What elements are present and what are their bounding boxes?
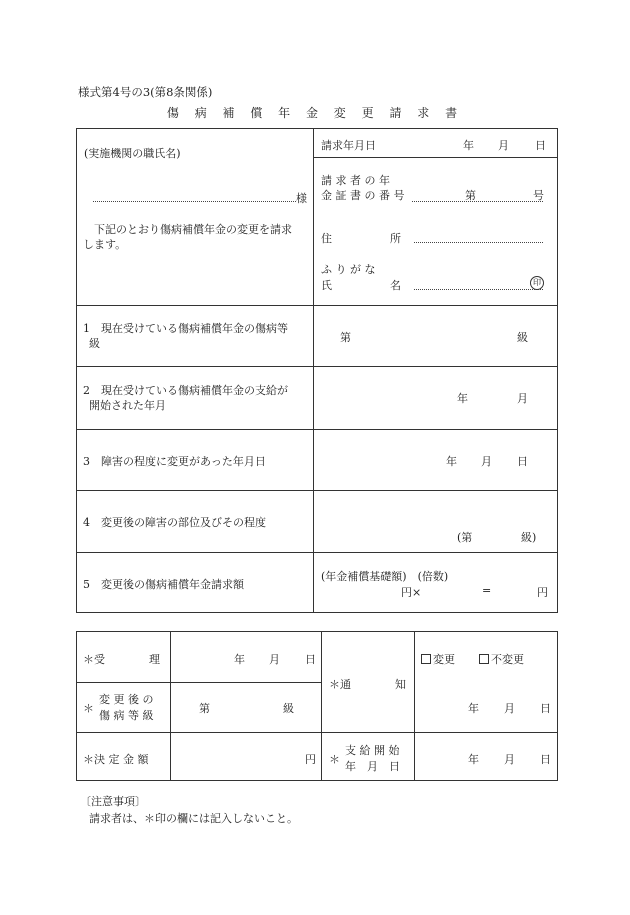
notes-text: 請求者は、＊印の欄には記入しないこと。 (89, 812, 298, 825)
sama-suffix: 様 (296, 192, 307, 205)
office-row-line (76, 732, 558, 733)
received-day[interactable]: 日 (305, 653, 316, 666)
start-label: 支 給 開 始 (345, 744, 400, 757)
row5-yen-times[interactable]: 円× (401, 586, 422, 599)
received-label: ＊受 理 (83, 653, 160, 666)
row-divider (76, 490, 558, 491)
name-field[interactable] (414, 289, 543, 290)
request-date-day[interactable]: 日 (535, 139, 546, 152)
row-divider (76, 552, 558, 553)
row1-dai[interactable]: 第 (340, 331, 351, 344)
request-date-year[interactable]: 年 (463, 139, 474, 152)
start-star: ＊ (329, 753, 340, 766)
changed-option[interactable]: 変更 (421, 651, 455, 667)
row1-label-2: 級 (89, 337, 100, 350)
start-year[interactable]: 年 (468, 753, 479, 766)
request-statement-end: します。 (83, 238, 127, 251)
form-title: 傷 病 補 償 年 金 変 更 請 求 書 (166, 106, 464, 120)
seal-mark: 印 (530, 276, 544, 290)
cert-number-dai: 第 (465, 189, 476, 202)
notes-heading: 〔注意事項〕 (80, 795, 146, 808)
row5-label: 5 変更後の傷病補償年金請求額 (83, 578, 244, 591)
row1-label: 1 現在受けている傷病補償年金の傷病等 (83, 322, 288, 335)
request-date-label: 請求年月日 (321, 139, 376, 152)
notice-month[interactable]: 月 (504, 702, 515, 715)
institution-name-line[interactable] (93, 201, 296, 202)
row5-equals: = (482, 584, 492, 597)
office-row-line (76, 682, 321, 683)
start-day[interactable]: 日 (540, 753, 551, 766)
grade-label-2: 傷 病 等 級 (99, 709, 154, 722)
row3-day[interactable]: 日 (517, 455, 528, 468)
received-year[interactable]: 年 (234, 653, 245, 666)
received-month[interactable]: 月 (269, 653, 280, 666)
name-label-2: 名 (390, 279, 401, 292)
changed-checkbox[interactable] (421, 654, 431, 664)
cert-number-label: 請 求 者 の 年 (321, 174, 390, 187)
row4-dai[interactable]: (第 (457, 531, 473, 544)
grade-dai[interactable]: 第 (199, 702, 210, 715)
request-date-month[interactable]: 月 (498, 139, 509, 152)
row5-yen[interactable]: 円 (537, 586, 548, 599)
row4-label: 4 変更後の障害の部位及びその程度 (83, 516, 266, 529)
request-date-divider (313, 157, 558, 158)
cert-number-go: 号 (533, 189, 544, 202)
row1-kyu[interactable]: 級 (517, 331, 528, 344)
main-table-divider (313, 128, 314, 613)
row2-month[interactable]: 月 (517, 392, 528, 405)
amount-yen[interactable]: 円 (305, 753, 316, 766)
institution-label: (実施機関の職氏名) (84, 147, 181, 160)
cert-number-label-2: 金 証 書 の 番 号 (321, 189, 405, 202)
not-changed-option[interactable]: 不変更 (479, 651, 524, 667)
address-field[interactable] (414, 242, 543, 243)
grade-label: 変 更 後 の (99, 693, 154, 706)
row-divider (76, 305, 558, 306)
office-col-line (170, 631, 171, 781)
row-divider (76, 366, 558, 367)
row3-year[interactable]: 年 (446, 455, 457, 468)
notice-year[interactable]: 年 (468, 702, 479, 715)
office-col-line (321, 631, 322, 781)
row3-label: 3 障害の程度に変更があった年月日 (83, 455, 266, 468)
address-label-2: 所 (390, 232, 401, 245)
not-changed-checkbox[interactable] (479, 654, 489, 664)
row5-header: (年金補償基礎額) (倍数) (321, 570, 449, 583)
row2-label-2: 開始された年月 (89, 399, 166, 412)
office-col-line (414, 631, 415, 781)
grade-kyu[interactable]: 級 (283, 702, 294, 715)
amount-label: ＊決 定 金 額 (83, 753, 149, 766)
row4-kyu[interactable]: 級) (521, 531, 537, 544)
address-label: 住 (321, 232, 332, 245)
start-month[interactable]: 月 (504, 753, 515, 766)
request-statement: 下記のとおり傷病補償年金の変更を請求 (94, 223, 292, 236)
notice-label: ＊通 知 (329, 678, 406, 691)
form-number: 様式第4号の3(第8条関係) (78, 85, 213, 99)
row2-year[interactable]: 年 (457, 392, 468, 405)
notice-day[interactable]: 日 (540, 702, 551, 715)
grade-star: ＊ (83, 702, 94, 715)
furigana-label: ふ り が な (321, 263, 376, 276)
row2-label: 2 現在受けている傷病補償年金の支給が (83, 384, 288, 397)
start-label-2: 年 月 日 (345, 760, 400, 773)
row-divider (76, 429, 558, 430)
name-label: 氏 (321, 279, 332, 292)
cert-number-field[interactable] (412, 201, 543, 202)
row3-month[interactable]: 月 (481, 455, 492, 468)
